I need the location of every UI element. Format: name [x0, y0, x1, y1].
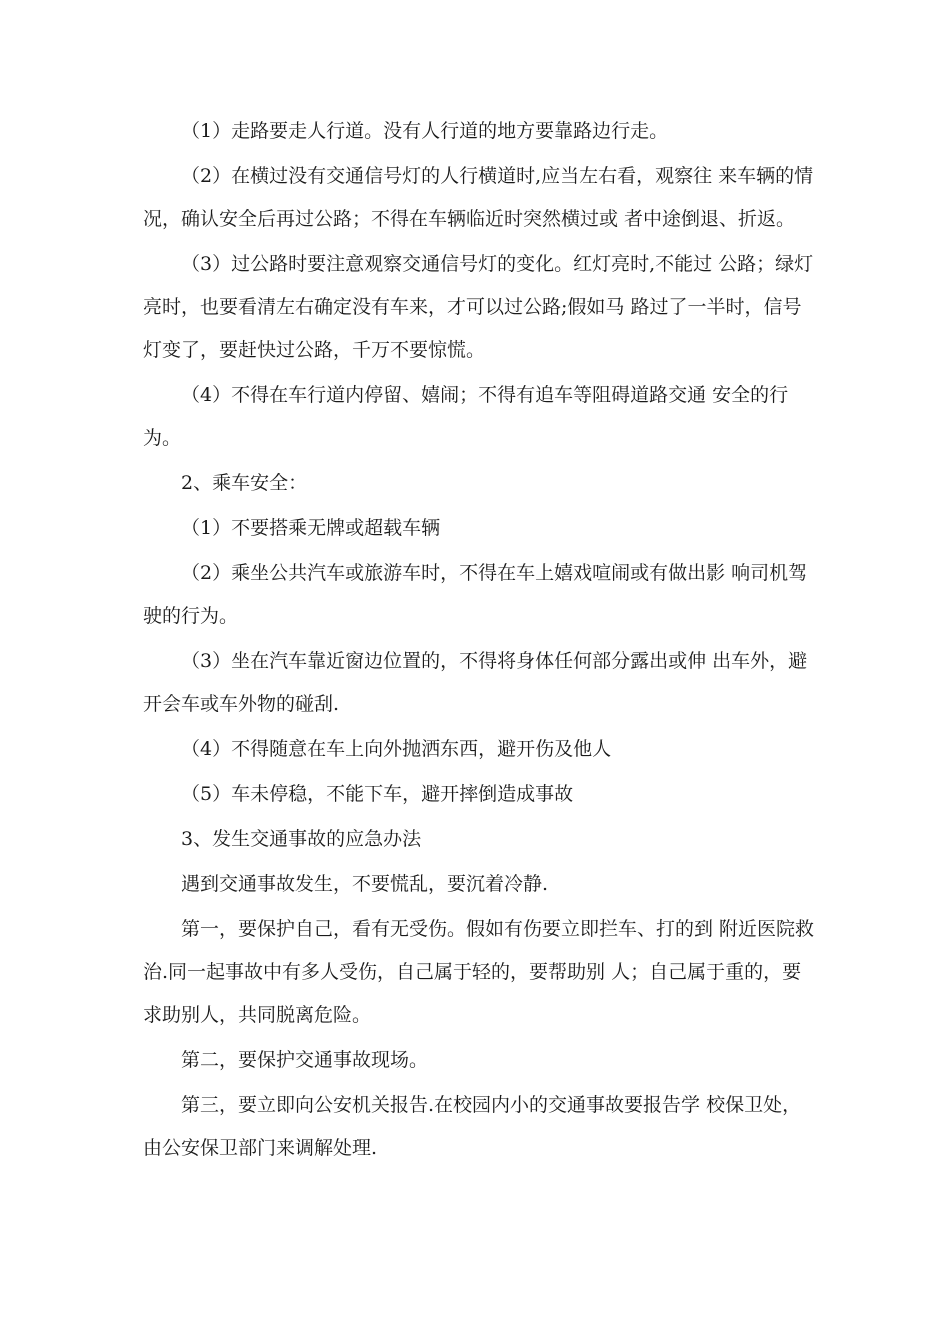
paragraph-no-throwing: （4）不得随意在车上向外抛洒东西，避开伤及他人	[181, 738, 612, 760]
paragraph-wait-stop: （5）车未停稳，不能下车，避开摔倒造成事故	[181, 783, 574, 805]
paragraph-crossing-no-signal: （2）在横过没有交通信号灯的人行横道时,应当左右看，观察往 来车辆的情况，确认安全后再过公路；不得在车辆临近时突然横过或 者中途倒退、折返。	[143, 165, 814, 230]
paragraph-window-seat: （3）坐在汽车靠近窗边位置的，不得将身体任何部分露出或伸 出车外，避开会车或车外物的碰刮.	[143, 650, 808, 715]
paragraph-first-protect-self: 第一，要保护自己，看有无受伤。假如有伤要立即拦车、打的到 附近医院救治.同一起事故中有多人受伤，自己属于轻的，要帮助别 人；自己属于重的，要求助别人，共同脱离危险。	[143, 918, 815, 1026]
paragraph-no-unlicensed-vehicles: （1）不要搭乘无牌或超载车辆	[181, 517, 441, 539]
section-heading-accident-response: 3、发生交通事故的应急办法	[181, 828, 422, 850]
section-heading-riding-safety: 2、乘车安全：	[181, 472, 308, 494]
paragraph-second-protect-scene: 第二，要保护交通事故现场。	[181, 1049, 429, 1071]
paragraph-traffic-signal: （3）过公路时要注意观察交通信号灯的变化。红灯亮时,不能过 公路；绿灯亮时，也要看清左右确定没有车来，才可以过公路;假如马 路过了一半时，信号灯变了，要赶快过公路，千万不要惊慌。	[143, 253, 814, 361]
document-body	[143, 110, 818, 1170]
paragraph-bus-behavior: （2）乘坐公共汽车或旅游车时，不得在车上嬉戏喧闹或有做出影 响司机驾驶的行为。	[143, 562, 808, 627]
paragraph-stay-calm: 遇到交通事故发生，不要慌乱，要沉着冷静.	[181, 873, 549, 895]
paragraph-third-report: 第三，要立即向公安机关报告.在校园内小的交通事故要报告学 校保卫处，由公安保卫部门来调解处理.	[143, 1094, 802, 1159]
paragraph-walk-sidewalk: （1）走路要走人行道。没有人行道的地方要靠路边行走。	[181, 120, 669, 142]
paragraph-no-loitering: （4）不得在车行道内停留、嬉闹；不得有追车等阻碍道路交通 安全的行为。	[143, 384, 789, 449]
